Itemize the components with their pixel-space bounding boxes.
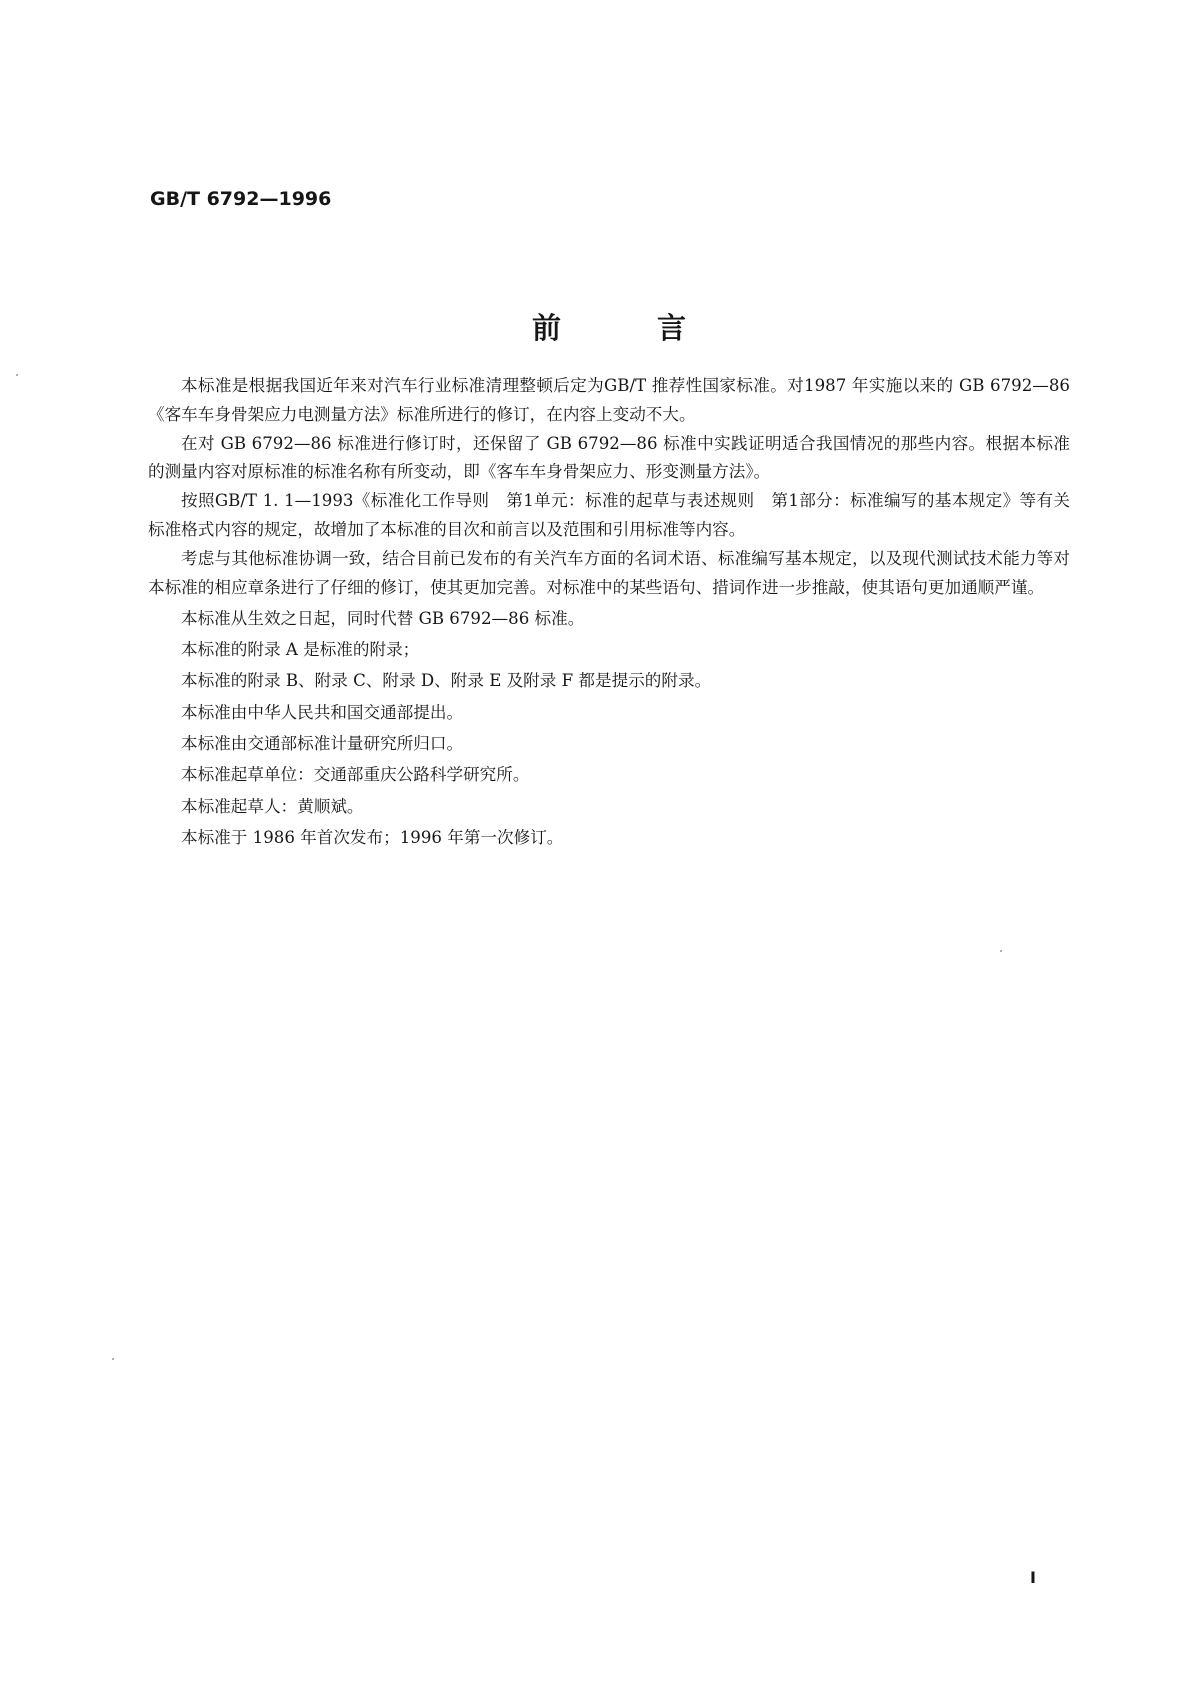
title-char-2: 言 <box>657 311 687 345</box>
scan-speck <box>112 1358 114 1360</box>
scan-speck <box>16 374 18 376</box>
foreword-statement: 本标准从生效之日起，同时代替 GB 6792—86 标准。 <box>181 608 585 628</box>
foreword-statement: 本标准由交通部标准计量研究所归口。 <box>181 734 464 754</box>
foreword-statement: 本标准由中华人民共和国交通部提出。 <box>181 702 464 722</box>
foreword-paragraph-4: 考虑与其他标准协调一致，结合目前已发布的有关汽车方面的名词术语、标准编写基本规定，以及现代测试技术能力等对本标准的相应章条进行了仔细的修订，使其更加完善。对标准中的某些语句、措词作进一步推敲，使其语句更加通顺严谨。 <box>148 548 1070 597</box>
scan-speck <box>1000 950 1002 952</box>
page-number: I <box>1030 1568 1036 1587</box>
foreword-statement: 本标准起草人：黄顺斌。 <box>181 796 364 816</box>
title-char-1: 前 <box>532 311 562 345</box>
page-title <box>0 306 1191 346</box>
foreword-paragraph-2: 在对 GB 6792—86 标准进行修订时，还保留了 GB 6792—86 标准中实践证明适合我国情况的那些内容。根据本标准的测量内容对原标准的标准名称有所变动，即《客车车身骨架应力、形变测量方法》。 <box>148 433 1070 482</box>
foreword-statement: 本标准起草单位：交通部重庆公路科学研究所。 <box>181 765 530 785</box>
foreword-statement: 本标准的附录 B、附录 C、附录 D、附录 E 及附录 F 都是提示的附录。 <box>181 671 712 691</box>
foreword-statement: 本标准的附录 A 是标准的附录； <box>181 640 420 660</box>
foreword-statement: 本标准于 1986 年首次发布；1996 年第一次修订。 <box>181 827 564 847</box>
foreword-paragraph-3: 按照GB/T 1. 1—1993《标准化工作导则 第1单元：标准的起草与表述规则 第1部分：标准编写的基本规定》等有关标准格式内容的规定，故增加了本标准的目次和前言以及范围和引用标准等内容。 <box>148 491 1070 539</box>
foreword-body <box>148 372 1070 853</box>
standard-number: GB/T 6792—1996 <box>150 188 332 210</box>
foreword-paragraph-1: 本标准是根据我国近年来对汽车行业标准清理整顿后定为GB/T 推荐性国家标准。对1987 年实施以来的 GB 6792—86《客车车身骨架应力电测量方法》标准所进行的修订，在内容上变动不大。 <box>148 376 1070 424</box>
